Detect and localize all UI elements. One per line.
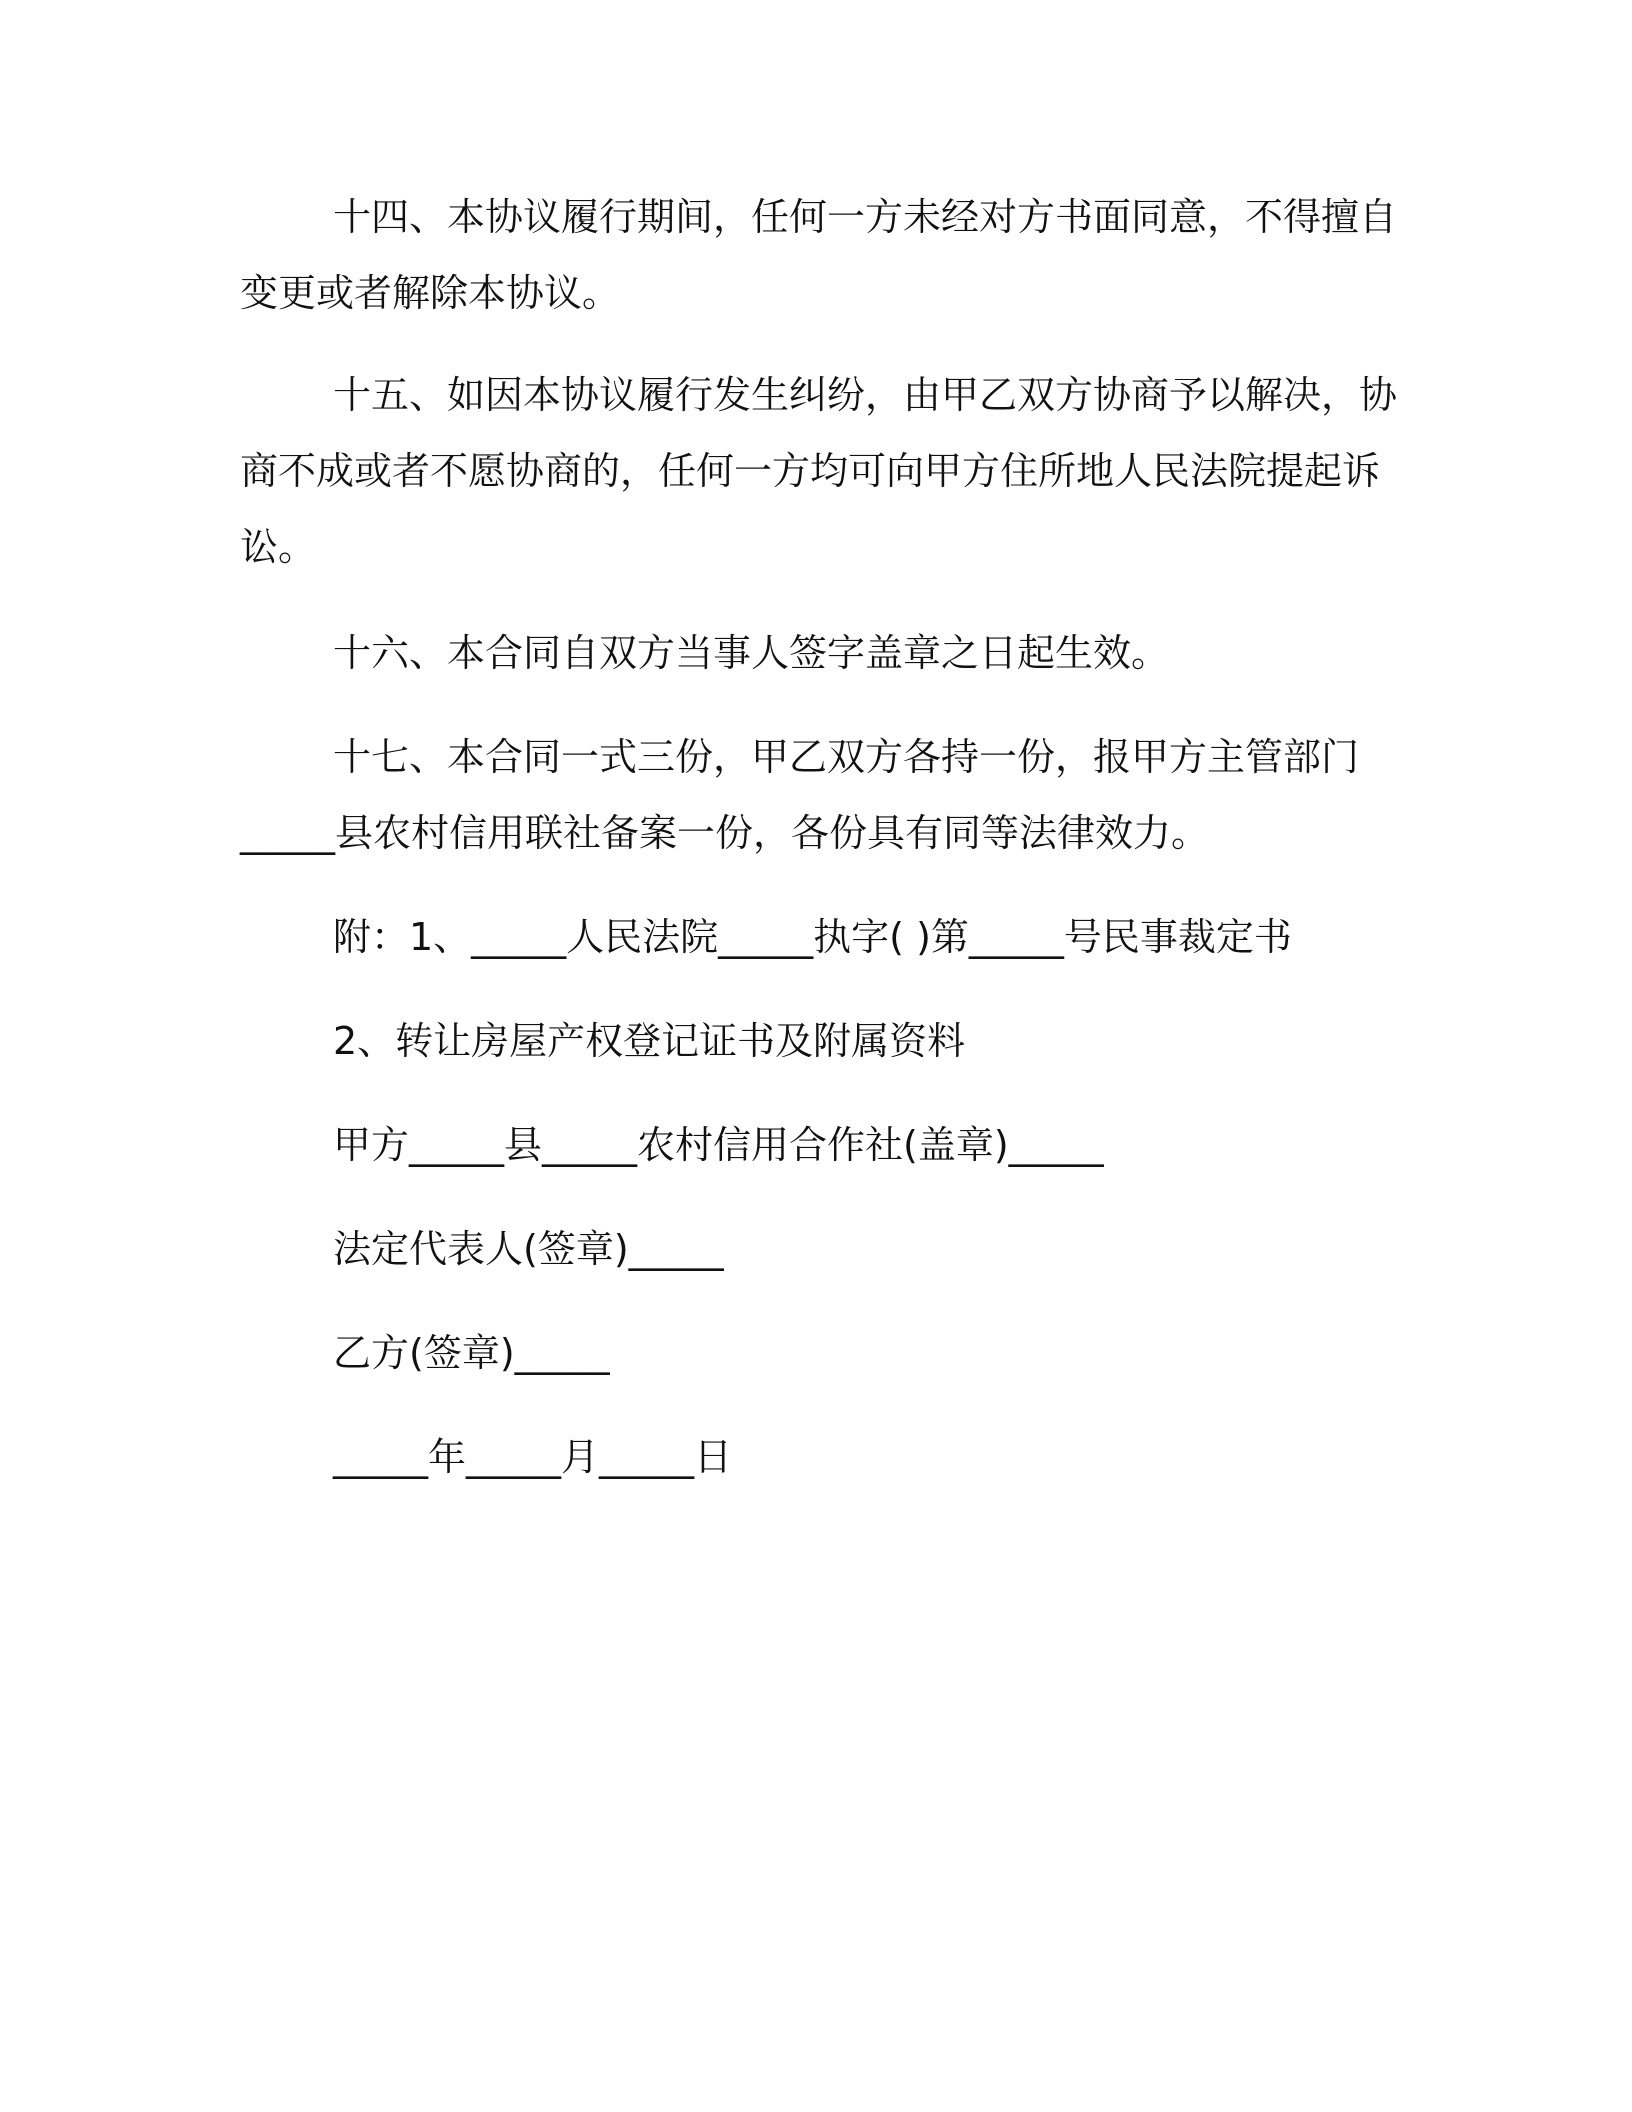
party-a-signature-line: 甲方_____县_____农村信用合作社(盖章)_____	[333, 1123, 1104, 1167]
clause-16-line-1: 十六、本合同自双方当事人签字盖章之日起生效。	[333, 631, 1170, 675]
date-line: _____年_____月_____日	[333, 1435, 733, 1479]
clause-17-line-2: _____县农村信用联社备案一份，各份具有同等法律效力。	[240, 811, 1210, 855]
clause-14-line-2: 变更或者解除本协议。	[240, 271, 621, 315]
clause-15-line-3: 讼。	[240, 525, 317, 569]
clause-14-line-1: 十四、本协议履行期间，任何一方未经对方书面同意，不得擅自	[333, 195, 1398, 239]
clause-17-line-1: 十七、本合同一式三份，甲乙双方各持一份，报甲方主管部门	[333, 735, 1360, 779]
attachment-item-1: 附：1、_____人民法院_____执字( )第_____号民事裁定书	[333, 915, 1292, 959]
party-b-signature-line: 乙方(签章)_____	[333, 1331, 610, 1375]
clause-15-line-1: 十五、如因本协议履行发生纠纷，由甲乙双方协商予以解决，协	[333, 373, 1398, 417]
legal-representative-signature-line: 法定代表人(签章)_____	[333, 1227, 724, 1271]
clause-15-line-2: 商不成或者不愿协商的，任何一方均可向甲方住所地人民法院提起诉	[240, 449, 1381, 493]
attachment-item-2: 2、转让房屋产权登记证书及附属资料	[333, 1019, 966, 1063]
